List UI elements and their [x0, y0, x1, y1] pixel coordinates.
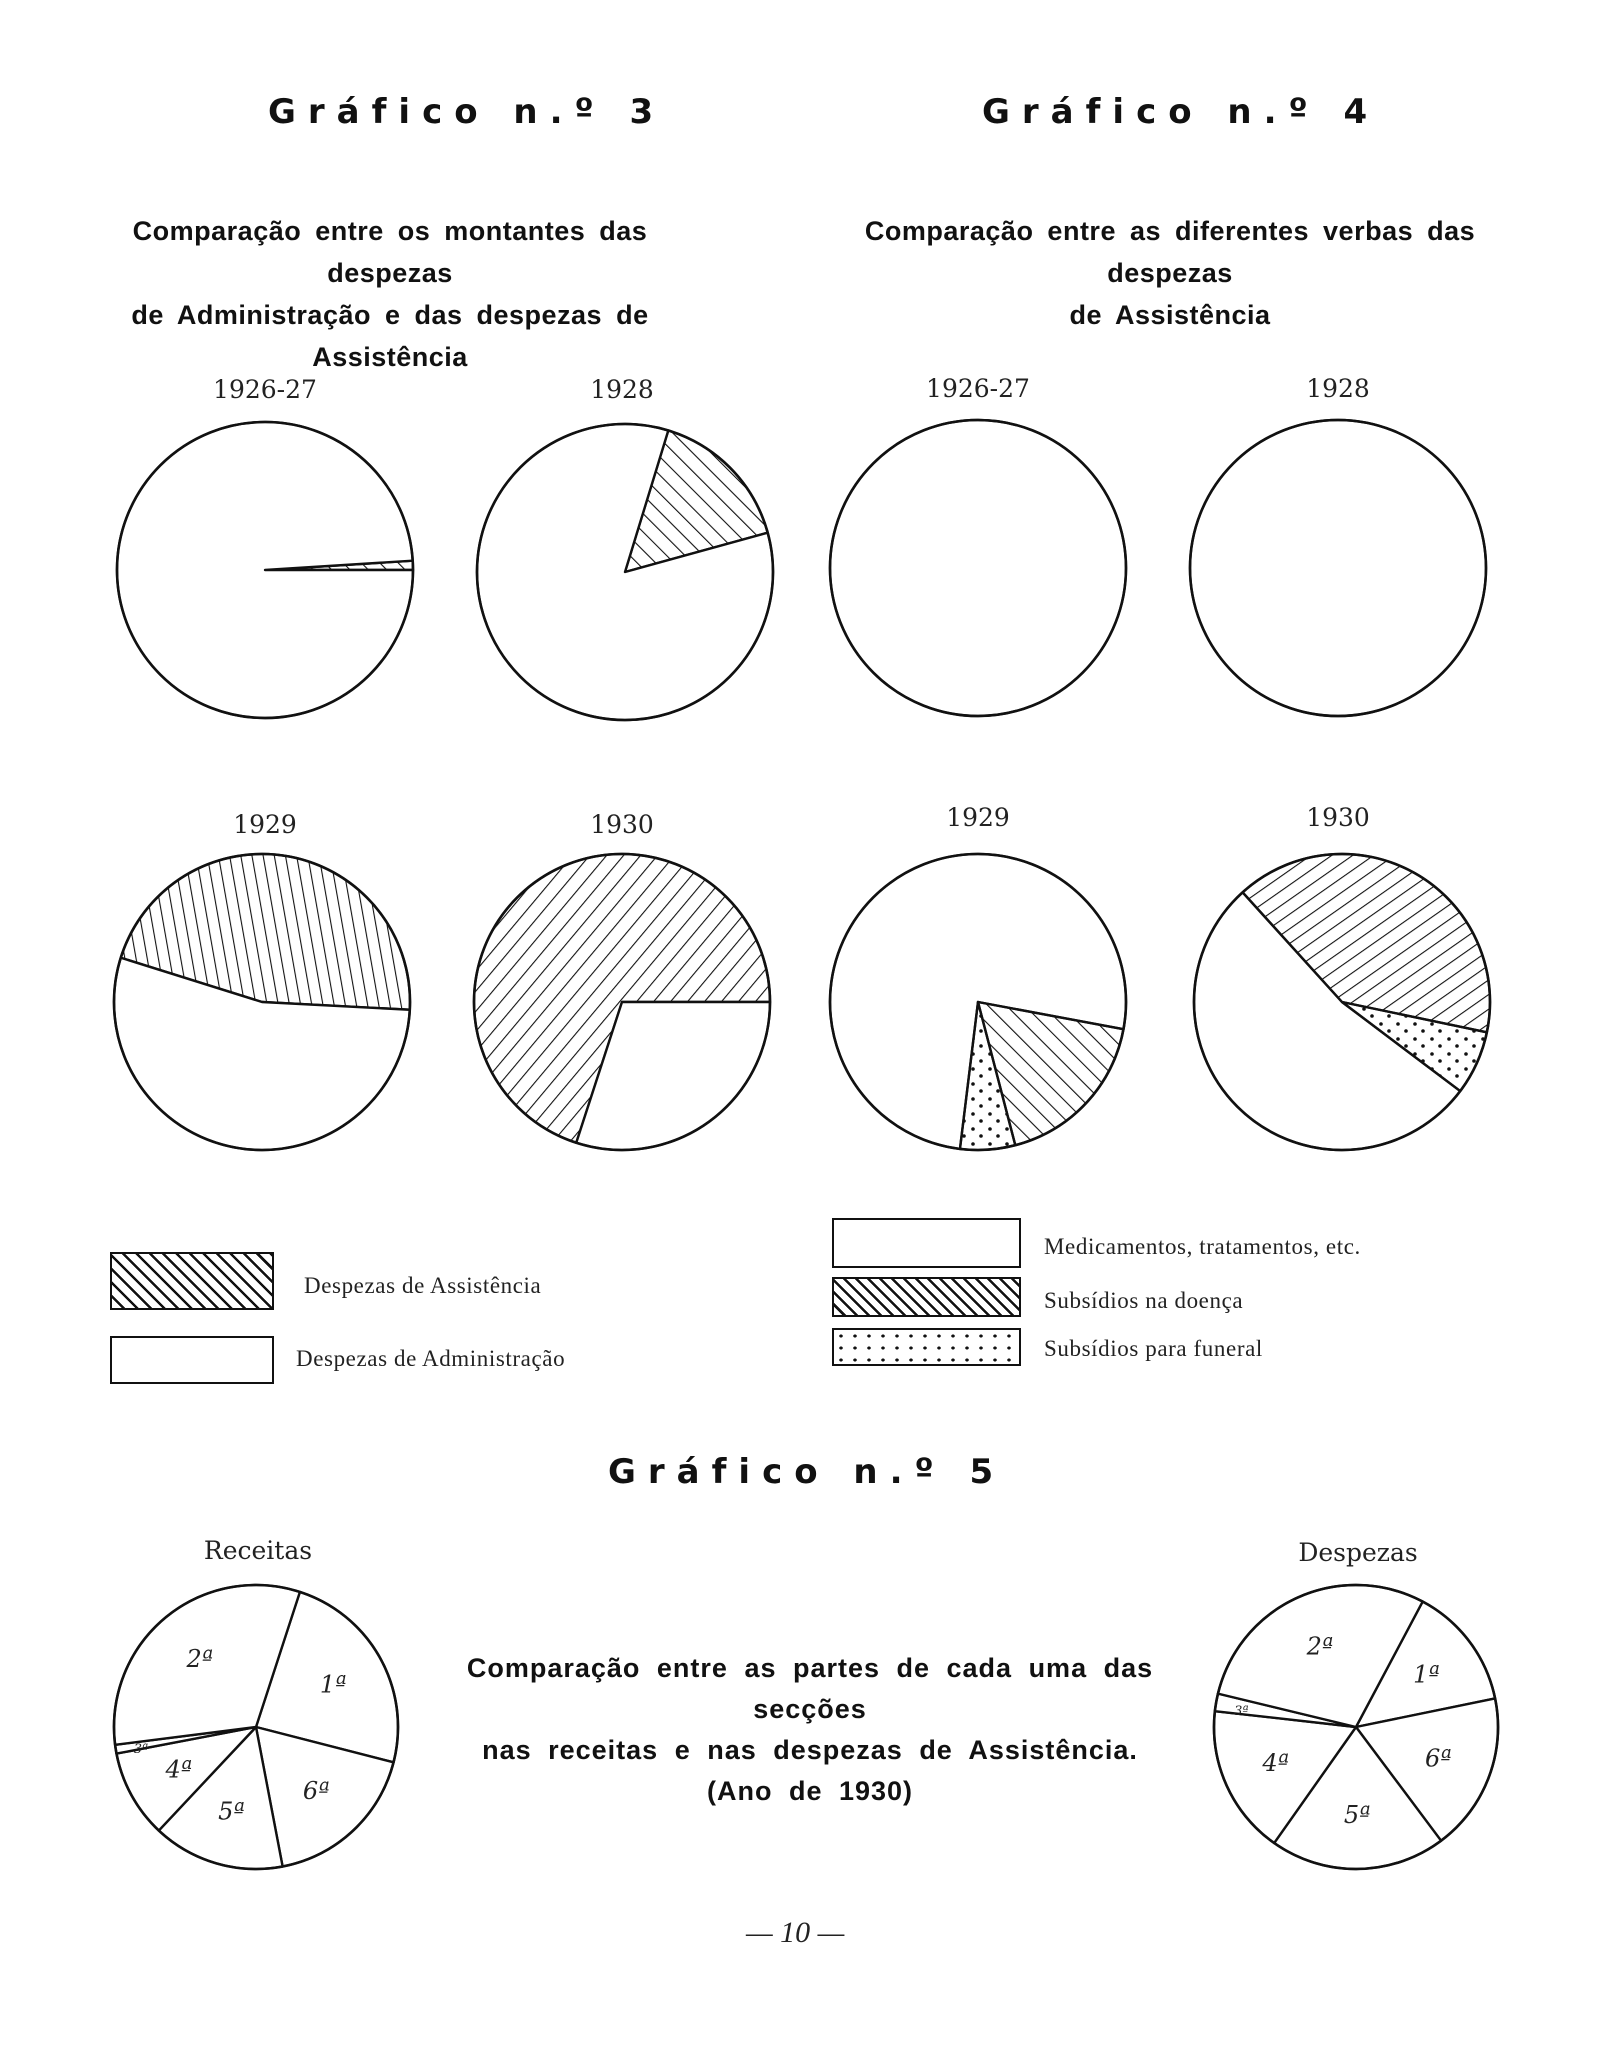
legend-swatch-administracao — [110, 1336, 274, 1384]
g5-pie-1-slice-label-1: 1ª — [319, 1670, 347, 1699]
g4-pie1-title: 1926-27 — [926, 374, 1030, 403]
g5-receitas-title: Receitas — [203, 1536, 313, 1565]
g5-pie-1-slice-label-5: 3ª — [133, 1742, 149, 1758]
grafico-4-subtitle-line1: Comparação entre as diferentes verbas das despezas — [864, 216, 1476, 288]
g5-pie-2-slice-label-2: 6ª — [1424, 1744, 1452, 1773]
g3-pie3-title: 1929 — [233, 810, 297, 839]
g5-pie-1-slice-label-6: 2ª — [186, 1645, 214, 1674]
grafico-5-description-line2: nas receitas e nas despezas de Assistência. — [482, 1735, 1138, 1765]
g3-pie1-title: 1926-27 — [213, 375, 317, 404]
g4-pie-4 — [1194, 854, 1490, 1150]
g5-pie-2-slice-label-4: 4ª — [1262, 1749, 1290, 1778]
g5-pie-2-slice-label-5: 3ª — [1234, 1703, 1249, 1719]
g4-pie-3 — [830, 854, 1126, 1150]
g3-pie2-title: 1928 — [590, 375, 654, 404]
g5-pie-2-slice-label-3: 5ª — [1343, 1801, 1371, 1830]
g3-pie-4 — [474, 854, 770, 1150]
page-number: — 10 — — [746, 1916, 845, 1949]
g4-pie3-title: 1929 — [946, 803, 1010, 832]
grafico-3-heading: Gráfico n.º 3 — [268, 92, 666, 132]
legend-label-subsidios-funeral: Subsídios para funeral — [1044, 1336, 1263, 1361]
g3-pie4-title: 1930 — [590, 810, 654, 839]
legend-label-medicamentos: Medicamentos, tratamentos, etc. — [1044, 1234, 1361, 1259]
legend-label-assistencia: Despezas de Assistência — [304, 1273, 542, 1298]
g4-pie-2 — [1190, 420, 1486, 716]
g5-pie-1-slice-label-4: 4ª — [165, 1755, 193, 1784]
grafico-5-description-line3: (Ano de 1930) — [706, 1776, 914, 1806]
grafico-5-description — [440, 1648, 1180, 1812]
grafico-5-heading: Gráfico n.º 5 — [608, 1452, 1006, 1492]
legend-label-subsidios-doenca: Subsídios na doença — [1044, 1288, 1244, 1313]
legend-swatch-medicamentos — [832, 1218, 1021, 1268]
g5-pie-2-slice-label-6: 2ª — [1306, 1632, 1334, 1661]
g3-pie-3 — [114, 854, 410, 1150]
g4-pie-2-slice-1 — [1190, 420, 1486, 716]
legend-label-administracao: Despezas de Administração — [296, 1346, 566, 1371]
grafico-4-heading: Gráfico n.º 4 — [982, 92, 1380, 132]
g3-pie-1 — [117, 422, 413, 718]
g4-pie4-title: 1930 — [1306, 803, 1370, 832]
legend-swatch-assistencia — [110, 1252, 274, 1310]
g5-pie-1 — [114, 1585, 398, 1869]
g3-pie-2 — [477, 424, 773, 720]
g5-despezas-title: Despezas — [1298, 1538, 1418, 1567]
grafico-5-description-line1: Comparação entre as partes de cada uma das secções — [466, 1653, 1154, 1724]
g5-pie-1-slice-label-3: 5ª — [218, 1797, 245, 1826]
g4-pie-1 — [830, 420, 1126, 716]
grafico-3-subtitle-line1: Comparação entre os montantes das despezas — [132, 216, 648, 288]
g4-pie2-title: 1928 — [1306, 374, 1370, 403]
legend-swatch-subsidios-funeral — [832, 1328, 1021, 1366]
g3-pie-1-slice-2 — [117, 422, 413, 718]
grafico-4-subtitle-line2: de Assistência — [1069, 300, 1271, 330]
grafico-3-subtitle-line2: de Administração e das despezas de Assistência — [131, 300, 649, 372]
g5-pie-2 — [1214, 1585, 1498, 1869]
g4-pie-1-slice-1 — [830, 420, 1126, 716]
g5-pie-2-slice-label-1: 1ª — [1413, 1660, 1440, 1689]
g5-pie-1-slice-label-2: 6ª — [302, 1777, 330, 1806]
legend-swatch-subsidios-doenca — [832, 1277, 1021, 1317]
